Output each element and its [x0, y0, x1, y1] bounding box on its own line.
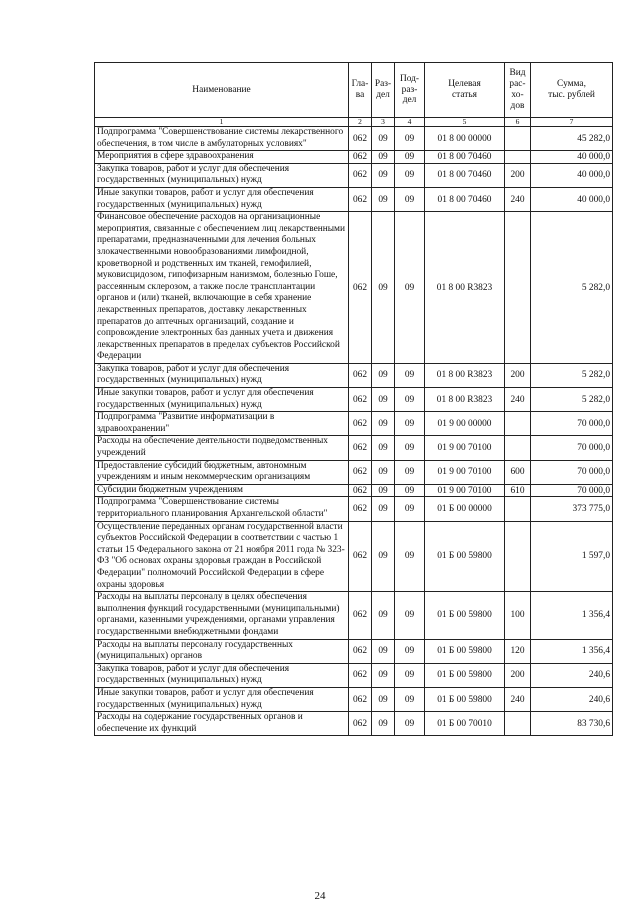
row-summa: 83 730,6: [531, 712, 613, 736]
row-summa: 70 000,0: [531, 412, 613, 436]
row-podrazdel: 09: [395, 592, 425, 639]
row-razdel: 09: [372, 521, 395, 592]
row-name: Подпрограмма "Совершенствование системы лекарственного обеспечения, в том числе в амбулаторных условиях": [95, 127, 349, 151]
row-razdel: 09: [372, 127, 395, 151]
row-name: Иные закупки товаров, работ и услуг для обеспечения государственных (муниципальных) нужд: [95, 388, 349, 412]
row-glava: 062: [349, 460, 372, 484]
row-statya: 01 8 00 00000: [425, 127, 505, 151]
row-vid: [505, 436, 531, 460]
row-statya: 01 Б 00 59800: [425, 521, 505, 592]
row-glava: 062: [349, 363, 372, 387]
table-row: [95, 663, 613, 687]
row-summa: 240,6: [531, 687, 613, 711]
row-statya: 01 9 00 00000: [425, 412, 505, 436]
row-summa: 45 282,0: [531, 127, 613, 151]
row-razdel: 09: [372, 484, 395, 497]
row-name: Закупка товаров, работ и услуг для обеспечения государственных (муниципальных) нужд: [95, 163, 349, 187]
row-summa: 1 356,4: [531, 639, 613, 663]
row-podrazdel: 09: [395, 388, 425, 412]
page-number: 24: [314, 890, 326, 902]
column-number: 3: [372, 118, 395, 127]
row-razdel: 09: [372, 497, 395, 521]
row-razdel: 09: [372, 592, 395, 639]
row-summa: 1 356,4: [531, 592, 613, 639]
row-razdel: 09: [372, 187, 395, 211]
row-podrazdel: 09: [395, 163, 425, 187]
row-name: Расходы на обеспечение деятельности подведомственных учреждений: [95, 436, 349, 460]
row-vid: [505, 712, 531, 736]
row-glava: 062: [349, 187, 372, 211]
row-name: Расходы на содержание государственных органов и обеспечение их функций: [95, 712, 349, 736]
row-statya: 01 9 00 70100: [425, 484, 505, 497]
row-statya: 01 8 00 R3823: [425, 388, 505, 412]
row-vid: [505, 127, 531, 151]
row-vid: 600: [505, 460, 531, 484]
row-vid: 200: [505, 163, 531, 187]
row-podrazdel: 09: [395, 497, 425, 521]
column-number-row: [95, 118, 613, 127]
row-glava: 062: [349, 687, 372, 711]
row-name: Закупка товаров, работ и услуг для обеспечения государственных (муниципальных) нужд: [95, 663, 349, 687]
table-row: [95, 363, 613, 387]
header-vid: Вид рас- хо- дов: [505, 63, 531, 118]
row-razdel: 09: [372, 712, 395, 736]
row-statya: 01 Б 00 59800: [425, 639, 505, 663]
row-name: Расходы на выплаты персоналу государственных (муниципальных) органов: [95, 639, 349, 663]
row-glava: 062: [349, 412, 372, 436]
row-razdel: 09: [372, 460, 395, 484]
row-statya: 01 8 00 R3823: [425, 212, 505, 364]
row-name: Субсидии бюджетным учреждениям: [95, 484, 349, 497]
row-razdel: 09: [372, 212, 395, 364]
row-summa: 5 282,0: [531, 212, 613, 364]
table-row: [95, 187, 613, 211]
budget-table: [94, 62, 613, 736]
row-podrazdel: 09: [395, 712, 425, 736]
row-glava: 062: [349, 663, 372, 687]
row-glava: 062: [349, 127, 372, 151]
row-podrazdel: 09: [395, 363, 425, 387]
row-summa: 1 597,0: [531, 521, 613, 592]
row-statya: 01 9 00 70100: [425, 460, 505, 484]
row-podrazdel: 09: [395, 639, 425, 663]
row-glava: 062: [349, 521, 372, 592]
row-vid: 240: [505, 187, 531, 211]
column-number: 1: [95, 118, 349, 127]
column-number: 2: [349, 118, 372, 127]
header-row: [95, 63, 613, 118]
row-glava: 062: [349, 212, 372, 364]
row-name: Осуществление переданных органам государственной власти субъектов Российской Федерации в соответствии с частью 1 статьи 15 Федерального закона от 21 ноября 2011 года № 323-ФЗ "Об основах охраны здоровья граждан в Российской Федерации" полномочий Российской Федерации в сфере охраны здоровья: [95, 521, 349, 592]
row-name: Предоставление субсидий бюджетным, автономным учреждениям и иным некоммерческим организациям: [95, 460, 349, 484]
header-name: Наименование: [95, 63, 349, 118]
row-statya: 01 Б 00 59800: [425, 663, 505, 687]
row-summa: 40 000,0: [531, 187, 613, 211]
row-podrazdel: 09: [395, 521, 425, 592]
row-statya: 01 8 00 R3823: [425, 363, 505, 387]
table-row: [95, 163, 613, 187]
row-summa: 5 282,0: [531, 388, 613, 412]
header-summa: Сумма, тыс. рублей: [531, 63, 613, 118]
row-summa: 70 000,0: [531, 460, 613, 484]
row-statya: 01 Б 00 70010: [425, 712, 505, 736]
row-glava: 062: [349, 436, 372, 460]
row-name: Финансовое обеспечение расходов на организационные мероприятия, связанные с обеспечением лиц лекарственными препаратами, предназначенными для лечения больных злокачественными новообразованиями лимфоидной, кроветворной и родственных им тканей, гемофилией, муковисцидозом, гипофизарным нанизмом, болезнью Гоше, рассеянным склерозом, а также после трансплантации органов и (или) тканей, включающие в себя хранение лекарственных препаратов, доставку лекарственных препаратов до аптечных организаций, создание и сопровождение электронных баз данных учета и движения лекарственных препаратов в пределах субъектов Российской Федерации: [95, 212, 349, 364]
row-glava: 062: [349, 497, 372, 521]
row-name: Закупка товаров, работ и услуг для обеспечения государственных (муниципальных) нужд: [95, 363, 349, 387]
row-glava: 062: [349, 388, 372, 412]
row-statya: 01 Б 00 59800: [425, 592, 505, 639]
row-podrazdel: 09: [395, 151, 425, 164]
row-name: Иные закупки товаров, работ и услуг для обеспечения государственных (муниципальных) нужд: [95, 687, 349, 711]
row-vid: [505, 212, 531, 364]
row-statya: 01 Б 00 00000: [425, 497, 505, 521]
table-row: [95, 639, 613, 663]
row-razdel: 09: [372, 436, 395, 460]
row-glava: 062: [349, 151, 372, 164]
table-row: [95, 687, 613, 711]
table-row: [95, 388, 613, 412]
header-razdel: Раз- дел: [372, 63, 395, 118]
row-podrazdel: 09: [395, 187, 425, 211]
table-row: [95, 151, 613, 164]
table-row: [95, 460, 613, 484]
row-podrazdel: 09: [395, 436, 425, 460]
row-summa: 70 000,0: [531, 436, 613, 460]
row-vid: 610: [505, 484, 531, 497]
row-summa: 5 282,0: [531, 363, 613, 387]
row-razdel: 09: [372, 363, 395, 387]
row-podrazdel: 09: [395, 127, 425, 151]
row-summa: 40 000,0: [531, 163, 613, 187]
row-glava: 062: [349, 592, 372, 639]
row-razdel: 09: [372, 663, 395, 687]
row-podrazdel: 09: [395, 484, 425, 497]
row-razdel: 09: [372, 151, 395, 164]
row-podrazdel: 09: [395, 687, 425, 711]
column-number: 4: [395, 118, 425, 127]
row-glava: 062: [349, 712, 372, 736]
row-vid: [505, 412, 531, 436]
row-vid: 240: [505, 687, 531, 711]
table-row: [95, 592, 613, 639]
row-razdel: 09: [372, 388, 395, 412]
table-row: [95, 412, 613, 436]
row-name: Подпрограмма "Совершенствование системы территориального планирования Архангельской области": [95, 497, 349, 521]
row-statya: 01 8 00 70460: [425, 187, 505, 211]
row-summa: 40 000,0: [531, 151, 613, 164]
table-row: [95, 521, 613, 592]
row-summa: 240,6: [531, 663, 613, 687]
row-name: Подпрограмма "Развитие информатизации в здравоохранении": [95, 412, 349, 436]
header-statya: Целевая статья: [425, 63, 505, 118]
row-vid: [505, 521, 531, 592]
row-vid: 120: [505, 639, 531, 663]
row-vid: 240: [505, 388, 531, 412]
row-vid: [505, 497, 531, 521]
row-podrazdel: 09: [395, 212, 425, 364]
row-vid: 200: [505, 363, 531, 387]
column-number: 6: [505, 118, 531, 127]
row-summa: 373 775,0: [531, 497, 613, 521]
row-podrazdel: 09: [395, 460, 425, 484]
table-row: [95, 497, 613, 521]
row-podrazdel: 09: [395, 412, 425, 436]
table-row: [95, 484, 613, 497]
row-razdel: 09: [372, 639, 395, 663]
row-vid: 100: [505, 592, 531, 639]
row-razdel: 09: [372, 163, 395, 187]
header-glava: Гла- ва: [349, 63, 372, 118]
row-vid: 200: [505, 663, 531, 687]
row-vid: [505, 151, 531, 164]
row-glava: 062: [349, 163, 372, 187]
row-glava: 062: [349, 639, 372, 663]
row-statya: 01 8 00 70460: [425, 163, 505, 187]
row-statya: 01 9 00 70100: [425, 436, 505, 460]
column-number: 7: [531, 118, 613, 127]
row-podrazdel: 09: [395, 663, 425, 687]
row-summa: 70 000,0: [531, 484, 613, 497]
row-name: Мероприятия в сфере здравоохранения: [95, 151, 349, 164]
column-number: 5: [425, 118, 505, 127]
table-row: [95, 436, 613, 460]
row-razdel: 09: [372, 687, 395, 711]
row-statya: 01 8 00 70460: [425, 151, 505, 164]
table-row: [95, 127, 613, 151]
header-podrazdel: Под- раз- дел: [395, 63, 425, 118]
row-name: Иные закупки товаров, работ и услуг для обеспечения государственных (муниципальных) нужд: [95, 187, 349, 211]
table-row: [95, 712, 613, 736]
row-razdel: 09: [372, 412, 395, 436]
table-row: [95, 212, 613, 364]
row-name: Расходы на выплаты персоналу в целях обеспечения выполнения функций государственными (муниципальными) органами, казенными учреждениями, органами управления государственными внебюджетными фондами: [95, 592, 349, 639]
row-glava: 062: [349, 484, 372, 497]
row-statya: 01 Б 00 59800: [425, 687, 505, 711]
